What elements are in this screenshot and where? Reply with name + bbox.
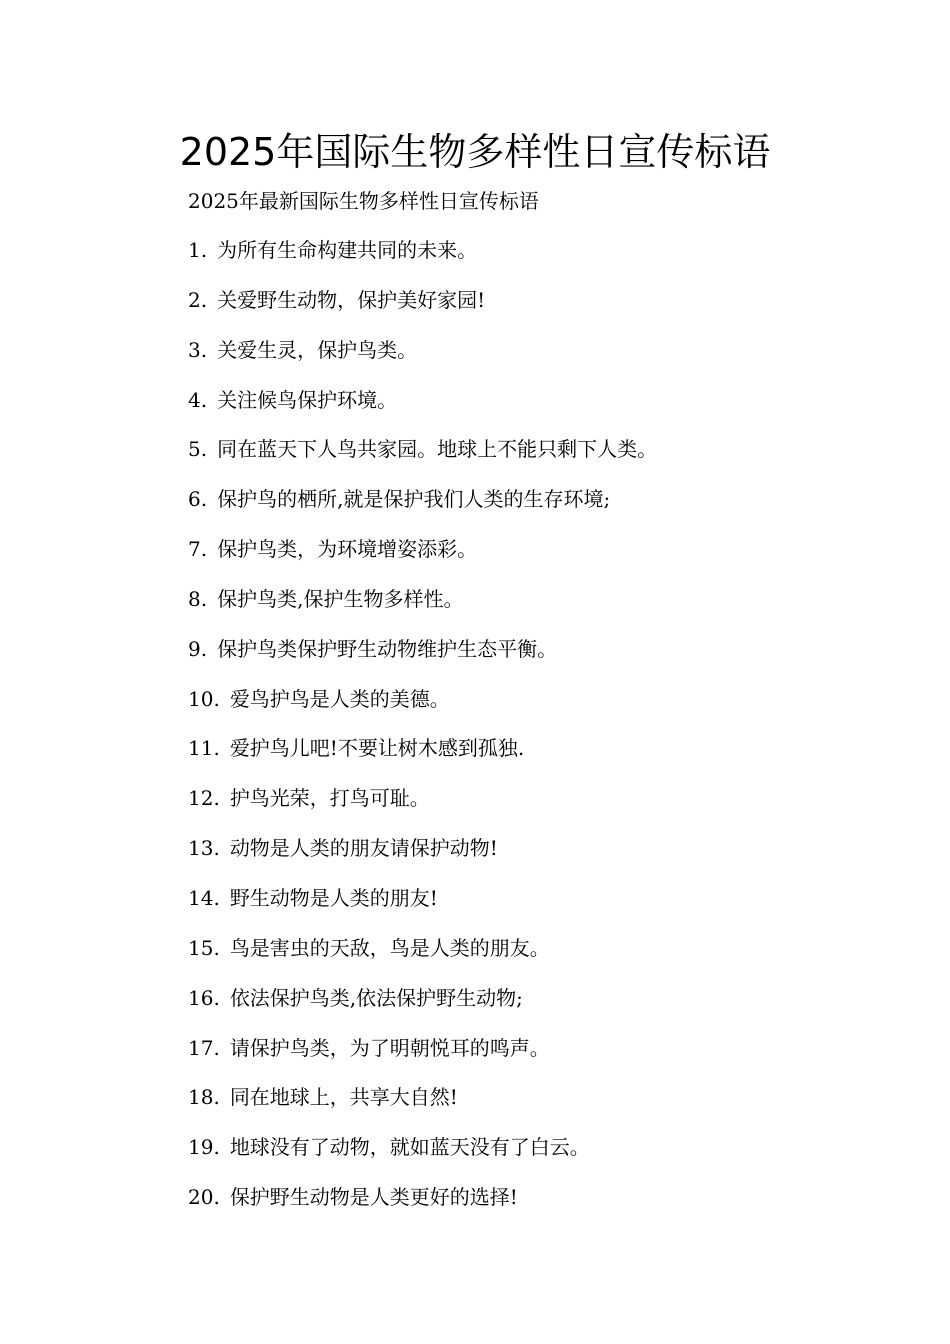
slogan-item [188, 1132, 657, 1182]
slogan-number: 15. [188, 935, 220, 960]
slogan-text: 请保护鸟类，为了明朝悦耳的鸣声。 [229, 1035, 550, 1060]
slogan-text: 关爱野生动物，保护美好家园! [217, 287, 486, 312]
slogan-text: 同在地球上，共享大自然! [229, 1085, 458, 1110]
slogan-text: 保护鸟类,保护生物多样性。 [217, 586, 464, 611]
slogan-text: 同在蓝天下人鸟共家园。地球上不能只剩下人类。 [217, 437, 658, 462]
slogan-number: 18. [188, 1085, 220, 1110]
slogan-item [188, 733, 657, 783]
slogan-number: 2. [188, 287, 208, 312]
slogan-item [188, 883, 657, 933]
slogan-text: 关注候鸟保护环境。 [217, 387, 398, 412]
slogan-number: 13. [188, 836, 220, 861]
slogan-list [188, 235, 657, 1232]
slogan-item [188, 285, 657, 335]
slogan-text: 为所有生命构建共同的未来。 [217, 238, 478, 262]
slogan-number: 8. [188, 586, 208, 611]
slogan-text: 地球没有了动物，就如蓝天没有了白云。 [229, 1135, 590, 1160]
slogan-item [188, 833, 657, 883]
slogan-text: 保护野生动物是人类更好的选择! [229, 1185, 518, 1210]
slogan-item [188, 534, 657, 584]
slogan-text: 动物是人类的朋友请保护动物! [229, 836, 498, 861]
slogan-item [188, 634, 657, 684]
slogan-number: 4. [188, 387, 208, 412]
document-title: 2025年国际生物多样性日宣传标语 [179, 130, 771, 174]
slogan-item [188, 684, 657, 734]
slogan-number: 5. [188, 437, 208, 462]
slogan-item [188, 335, 657, 385]
slogan-number: 10. [188, 686, 220, 711]
slogan-number: 14. [188, 885, 220, 910]
slogan-number: 12. [188, 786, 220, 811]
slogan-text: 关爱生灵，保护鸟类。 [217, 337, 418, 362]
slogan-text: 野生动物是人类的朋友! [229, 885, 438, 910]
slogan-number: 3. [188, 337, 208, 362]
document-subtitle: 2025年最新国际生物多样性日宣传标语 [188, 189, 539, 213]
slogan-text: 爱鸟护鸟是人类的美德。 [229, 686, 450, 711]
slogan-number: 6. [188, 487, 208, 512]
slogan-text: 保护鸟类保护野生动物维护生态平衡。 [217, 636, 558, 661]
slogan-text: 鸟是害虫的天敌，鸟是人类的朋友。 [229, 935, 550, 960]
slogan-number: 20. [188, 1185, 220, 1210]
slogan-number: 19. [188, 1135, 220, 1160]
slogan-item [188, 1082, 657, 1132]
slogan-item [188, 783, 657, 833]
slogan-number: 11. [188, 736, 220, 761]
slogan-item [188, 584, 657, 634]
slogan-text: 依法保护鸟类,依法保护野生动物; [229, 985, 523, 1010]
slogan-item [188, 235, 657, 285]
slogan-item [188, 983, 657, 1033]
slogan-item [188, 1182, 657, 1232]
slogan-number: 1. [188, 238, 208, 262]
slogan-text: 护鸟光荣，打鸟可耻。 [229, 786, 430, 811]
slogan-number: 16. [188, 985, 220, 1010]
slogan-text: 爱护鸟儿吧!不要让树木感到孤独. [229, 736, 525, 761]
slogan-item [188, 385, 657, 435]
slogan-number: 17. [188, 1035, 220, 1060]
slogan-item [188, 484, 657, 534]
slogan-number: 7. [188, 537, 208, 562]
slogan-text: 保护鸟类，为环境增姿添彩。 [217, 537, 478, 562]
slogan-item [188, 933, 657, 983]
slogan-text: 保护鸟的栖所,就是保护我们人类的生存环境; [217, 487, 611, 512]
slogan-number: 9. [188, 636, 208, 661]
slogan-item [188, 434, 657, 484]
slogan-item [188, 1033, 657, 1083]
